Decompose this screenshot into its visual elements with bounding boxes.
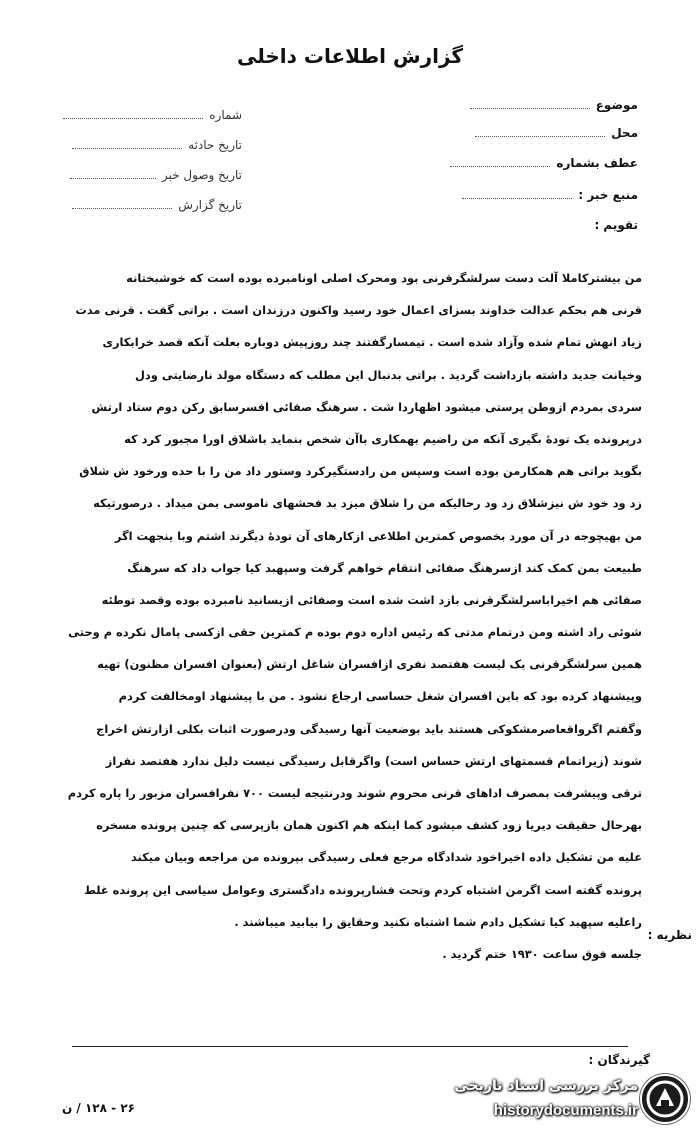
body-line: زیاد انهش تمام شده وآزاد شده است . تیمسارگفتند چند روزپیش دوباره بعلت آنکه قصد خرابکاری [102, 335, 642, 350]
incident-date-label: تاریخ حادثه [188, 138, 242, 152]
body-line: علیه من تشکیل داده اخیراخود شدادگاه مرجع فعلی رسیدگی بپرونده من مراجعه وبیان میکند [130, 850, 642, 865]
watermark [400, 1064, 700, 1136]
body-line: سردی بمردم ازوطن پرستی میشود اظهاردا شت . سرهنگ صفائی افسرسابق رکن دوم ستاد ارتش [91, 399, 642, 414]
body-line: صفائی هم اخیراباسرلشگرقرنی بازد اشت شده است وصفائی ازیسانید نامبرده بوده وقصد توطئه [101, 592, 642, 607]
body-line: راعلیه سپهبد کیا تشکیل دادم شما اشتباه نکنید وحقایق را بیابید میباشند . [234, 914, 642, 929]
incident-date-line [72, 147, 182, 149]
body-line: درپرونده یک تودهٔ بگیری آنکه من راضیم بهمکاری باآن شخص بنماید باشلاق اورا مجبور کرد که [124, 431, 642, 446]
archive-logo-icon [640, 1074, 690, 1124]
body-line: وگفتم اگرواقعاصرمشکوکی هستند باید بوضعیت آنها رسیدگی ودرصورت اثبات بکلی ازارتش اخراج [96, 721, 642, 736]
footer-divider [72, 1046, 628, 1047]
report-date-field [72, 198, 242, 212]
body-line: شوند (زیراتمام قسمتهای ارتش حساس است) واگرقابل رسیدگی نیست دلیل ندارد هفتصد نفراز [105, 753, 642, 768]
body-line: پرونده گفته است اگرمن اشتباه کردم وتحت فشارپرونده دادگستری وعوامل سیاسی این پرونده غلط [84, 882, 642, 897]
source-field [462, 188, 638, 202]
source-line [462, 197, 572, 199]
body-line: من بهیچوجه در آن مورد بخصوص کمترین اطلاعی ازکارهای آن تودهٔ دیگرند اشتم وبا ینجهت اگر [114, 528, 642, 543]
opinion-label: نظریه : [647, 928, 692, 942]
subject-field [470, 98, 638, 112]
watermark-url: historydocuments.ir [493, 1102, 638, 1119]
body-line: ترقی وپیشرفت بمصرف اداهای قرنی محروم شوند ودرنتیجه لیست ۷۰۰ نفرافسران مزبور را پاره کردم [67, 786, 642, 800]
reference-line [450, 165, 550, 167]
body-line: شوئی راد اشته ومن درتمام مدتی که رئیس اداره دوم بوده م کمترین حقی ازکسی پامال نکرده م وحتی [68, 625, 642, 640]
reference-field [450, 156, 638, 170]
recipients-label: گیرندگان : [588, 1053, 650, 1067]
source-label: منبع خبر : [578, 188, 638, 202]
body-line: من بیشترکاملا آلت دست سرلشگرقرنی بود ومحرک اصلی اونامبرده بوده است که خوشبختانه [126, 271, 642, 285]
body-line: وخیانت جدید داشته بازداشت گردید . براتی بدنبال این مطلب که دستگاه مولد نارضایتی ودل [135, 367, 642, 382]
location-label: محل [611, 126, 638, 140]
body-line: وپیشنهاد کرده بود که باین افسران شغل حساسی ارجاع نشود . من با پیشنهاد اومخالفت کردم [118, 689, 642, 704]
body-line: قرنی هم بحکم عدالت خداوند بسزای اعمال خود رسید واکنون درزندان است . براتی گفت . قرنی مدت [75, 303, 642, 318]
location-line [475, 135, 605, 137]
number-label: شماره [209, 108, 242, 122]
subject-line [470, 107, 590, 109]
receipt-date-label: تاریخ وصول خبر [161, 168, 242, 182]
watermark-org-name: مرکز بررسی اسناد تاریخی [454, 1078, 638, 1094]
document-title: گزارش اطلاعات داخلی [236, 44, 464, 68]
number-line [63, 117, 203, 119]
number-field [63, 108, 242, 122]
subject-label: موضوع [595, 98, 638, 112]
body-line: بهرحال حقیقت دیریا زود کشف میشود کما اینکه هم اکنون همان بازپرسی که چنین پرونده مسخره [96, 818, 642, 833]
report-date-line [72, 207, 172, 209]
assessment-label: تقویم : [594, 218, 638, 232]
reference-label: عطف بشماره [556, 156, 638, 170]
body-line: طبیعت بمن کمک کند ازسرهنگ صفائی انتقام خواهم گرفت وسپهبد کیا جواب داد که سرهنگ [127, 560, 642, 575]
location-field [475, 126, 638, 140]
receipt-date-line [70, 177, 156, 179]
assessment-field [594, 218, 638, 232]
body-line: جلسه فوق ساعت ۱۹۳۰ ختم گردید . [442, 946, 642, 961]
body-line: زد ود خود ش نیزشلاق زد ود رحالیکه من را شلاق میزد بد فحشهای ناموسی بمن میداد . درصورتیکه [93, 496, 642, 511]
document-number: ۲۶ - ۱۲۸ / ن [62, 1101, 135, 1115]
body-line: همین سرلشگرقرنی یک لیست هفتصد نفری ازافسران شاغل ارتش (بعنوان افسران مظنون) تهیه [97, 657, 642, 672]
receipt-date-field [70, 168, 242, 182]
report-date-label: تاریخ گزارش [178, 198, 242, 212]
incident-date-field [72, 138, 242, 152]
body-line: بگوید براتی هم همکارمن بوده است وسپس من رادستگیرکرد وستور داد من را با حده ورخود ش شلاق [79, 464, 642, 479]
report-body [40, 262, 642, 970]
